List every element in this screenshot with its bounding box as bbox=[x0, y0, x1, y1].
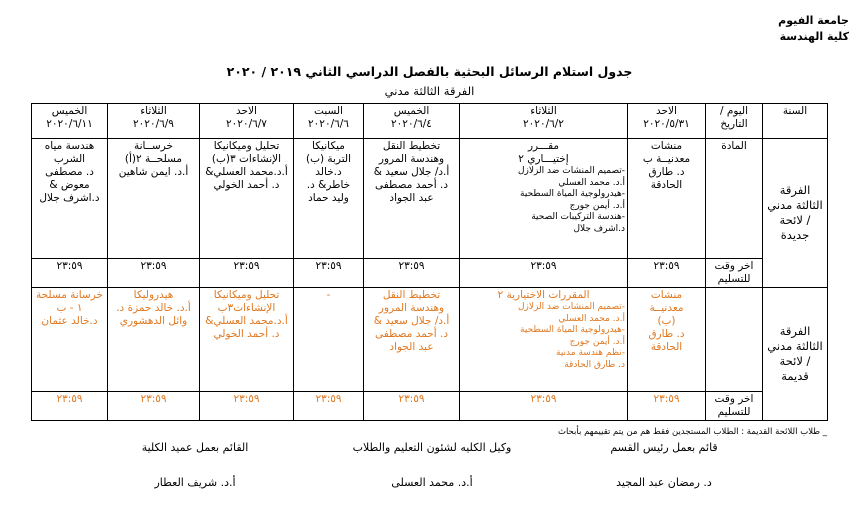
day-header: الخميس ٢٠٢٠/٦/١١ bbox=[32, 104, 108, 139]
deadline-row bbox=[32, 392, 828, 421]
deadline-cell: ٢٣:٥٩ bbox=[460, 392, 628, 421]
subject-cell: منشات معدنيــة (ب) د. طارق الحادقة bbox=[628, 288, 706, 392]
table-row-old-regulation bbox=[32, 288, 828, 392]
elective-details: -تصميم المنشات ضد الزلازل أ.د. محمد العسلي -هيدرولوجية المياة السطحية أ.د. أيمن جورج -نظم هندسة مدنية د. طارق الحادقة bbox=[517, 302, 625, 370]
subject-cell: - bbox=[294, 288, 364, 392]
deadline-cell: ٢٣:٥٩ bbox=[294, 392, 364, 421]
signature-name-vice-dean: أ.د. محمد العسلى bbox=[391, 476, 473, 489]
day-header: السبت ٢٠٢٠/٦/٦ bbox=[294, 104, 364, 139]
deadline-cell: ٢٣:٥٩ bbox=[32, 392, 108, 421]
faculty-name: كلية الهندسة bbox=[779, 30, 849, 43]
subject-cell: تخطيط النقل وهندسة المرور أ.د/ جلال سعيد & د. أحمد مصطفى عبد الجواد bbox=[364, 288, 460, 392]
subject-cell-elective: المقررات الاختيارية ٢ -تصميم المنشات ضد الزلازل أ.د. محمد العسلي -هيدرولوجية المياة السطحية أ.د. أيمن جورج -نظم هندسة مدنية د. طارق الحادقة bbox=[460, 288, 628, 392]
deadline-cell: ٢٣:٥٩ bbox=[108, 392, 200, 421]
deadline-cell: ٢٣:٥٩ bbox=[200, 392, 294, 421]
day-header: الخميس ٢٠٢٠/٦/٤ bbox=[364, 104, 460, 139]
header-row bbox=[32, 104, 828, 139]
year-cell: الفرقة الثالثة مدني / لائحة قديمة bbox=[763, 288, 828, 421]
deadline-cell: ٢٣:٥٩ bbox=[200, 259, 294, 288]
deadline-cell: ٢٣:٥٩ bbox=[628, 259, 706, 288]
page-title: جدول استلام الرسائل البحثية بالفصل الدراسي الثاني ٢٠١٩ / ٢٠٢٠ bbox=[226, 64, 633, 79]
subject-cell: ميكانيكا التربة (ب) د.خالد خاطر& د. وليد حماد bbox=[294, 139, 364, 259]
footnote: _ طلاب اللائحة القديمة : الطلاب المستجدين فقط هم من يتم تقييمهم بأبحاث bbox=[557, 427, 827, 437]
subject-cell: تخطيط النقل وهندسة المرور أ.د/ جلال سعيد & د. أحمد مصطفى عبد الجواد bbox=[364, 139, 460, 259]
schedule-table bbox=[31, 103, 828, 421]
deadline-cell: ٢٣:٥٩ bbox=[32, 259, 108, 288]
signature-name-dean: أ.د. شريف العطار bbox=[154, 476, 236, 489]
signature-role-dean: القائم بعمل عميد الكلية bbox=[141, 441, 249, 454]
subject-cell: هيدروليكا أ.د. خالد حمزة د. وائل الدهشوري bbox=[108, 288, 200, 392]
table-row-new-regulation bbox=[32, 139, 828, 259]
day-header: الثلاثاء ٢٠٢٠/٦/٢ bbox=[460, 104, 628, 139]
signature-role-dept-head: قائم بعمل رئيس القسم bbox=[610, 441, 718, 454]
subject-cell: خرســانة مسلحــة ٢(أ) أ.د. ايمن شاهين bbox=[108, 139, 200, 259]
page-subtitle: الفرقة الثالثة مدني bbox=[384, 84, 475, 98]
subject-cell: تحليل وميكانيكا الإنشاءات٣ب أ.د.محمد العسلي& د. أحمد الخولي bbox=[200, 288, 294, 392]
subject-cell: هندسة مياه الشرب د. مصطفى معوض & د.اشرف جلال bbox=[32, 139, 108, 259]
signature-role-vice-dean: وكيل الكليه لشئون التعليم والطلاب bbox=[352, 441, 512, 454]
year-cell: الفرقة الثالثة مدني / لائحة جديدة bbox=[763, 139, 828, 288]
signature-name-dept-head: د. رمضان عبد المجيد bbox=[616, 476, 712, 489]
day-header: الاحد ٢٠٢٠/٦/٧ bbox=[200, 104, 294, 139]
deadline-cell: ٢٣:٥٩ bbox=[294, 259, 364, 288]
elective-details: -تصميم المنشات ضد الزلازل أ.د. محمد العسلي -هيدرولوجية المياة السطحية أ.د. أيمن جورج -هندسة التركيبات الصحية د.اشرف جلال bbox=[517, 166, 625, 234]
university-name: جامعة الفيوم bbox=[778, 14, 849, 27]
deadline-label: اخر وقت للتسليم bbox=[706, 392, 763, 421]
deadline-label: اخر وقت للتسليم bbox=[706, 259, 763, 288]
day-header: الاحد ٢٠٢٠/٥/٣١ bbox=[628, 104, 706, 139]
header-university bbox=[778, 13, 849, 45]
subject-label: المادة bbox=[706, 139, 763, 259]
subject-cell: خرسانة مسلحة ١ - ب د.خالد عثمان bbox=[32, 288, 108, 392]
subject-cell: منشات معدنيــة ب د. طارق الحادقة bbox=[628, 139, 706, 259]
deadline-cell: ٢٣:٥٩ bbox=[108, 259, 200, 288]
subject-cell: تحليل وميكانيكا الإنشاءات ٣(ب) أ.د.محمد العسلي& د. أحمد الخولي bbox=[200, 139, 294, 259]
col-year-header: السنة bbox=[763, 104, 828, 139]
deadline-cell: ٢٣:٥٩ bbox=[628, 392, 706, 421]
deadline-row bbox=[32, 259, 828, 288]
col-daydate-header: اليوم / التاريخ bbox=[706, 104, 763, 139]
deadline-cell: ٢٣:٥٩ bbox=[364, 259, 460, 288]
deadline-cell: ٢٣:٥٩ bbox=[460, 259, 628, 288]
subject-cell-elective: مقـــرر إختيـــاري ٢ -تصميم المنشات ضد الزلازل أ.د. محمد العسلي -هيدرولوجية المياة السطحية أ.د. أيمن جورج -هندسة التركيبات الصحية د.اشرف جلال bbox=[460, 139, 628, 259]
deadline-cell: ٢٣:٥٩ bbox=[364, 392, 460, 421]
day-header: الثلاثاء ٢٠٢٠/٦/٩ bbox=[108, 104, 200, 139]
subject-label-empty bbox=[706, 288, 763, 392]
